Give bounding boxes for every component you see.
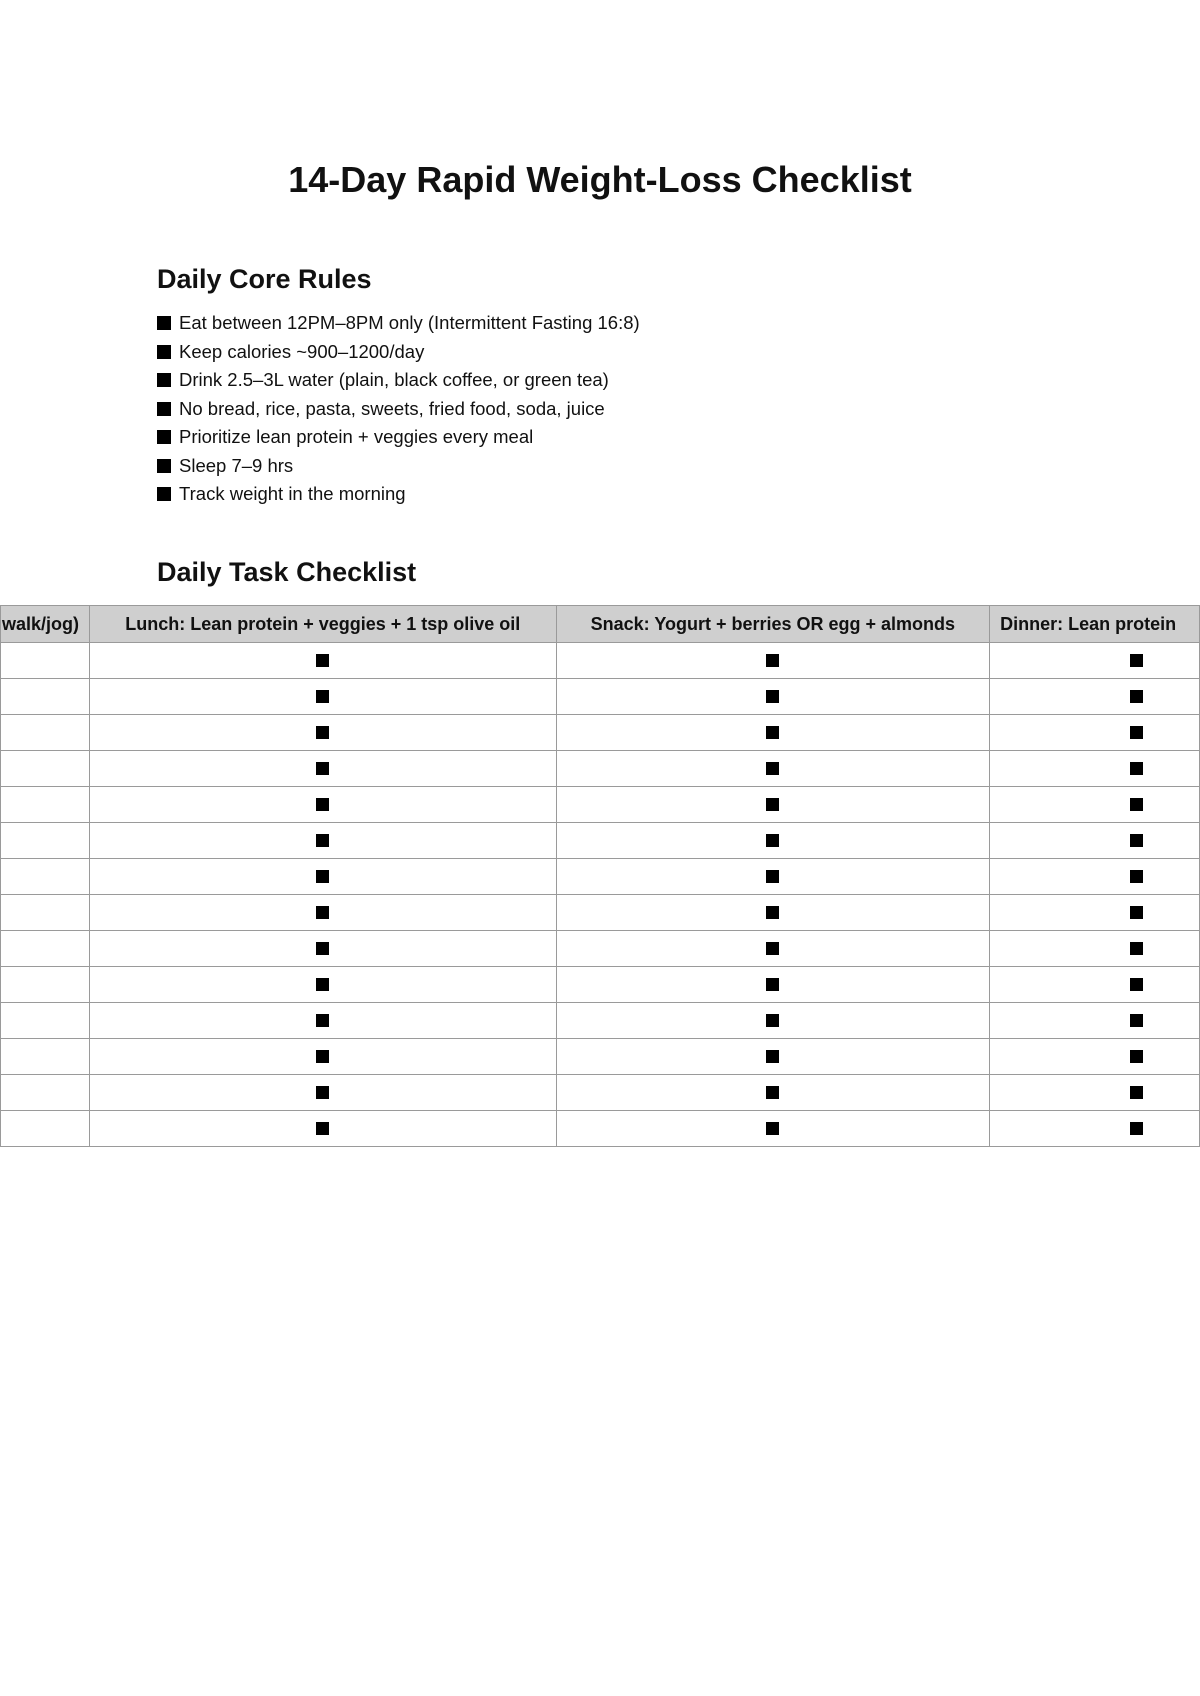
filled-square-checkbox-icon[interactable] — [316, 942, 329, 955]
cell-dinner — [990, 679, 1200, 715]
filled-square-checkbox-icon[interactable] — [766, 834, 779, 847]
cell-snack — [556, 643, 990, 679]
rule-item — [157, 366, 640, 395]
filled-square-checkbox-icon[interactable] — [766, 1122, 779, 1135]
filled-square-checkbox-icon[interactable] — [766, 654, 779, 667]
table-row — [1, 715, 1200, 751]
filled-square-checkbox-icon[interactable] — [1130, 654, 1143, 667]
square-bullet-icon — [157, 316, 171, 330]
square-bullet-icon — [157, 459, 171, 473]
cell-snack — [556, 967, 990, 1003]
filled-square-checkbox-icon[interactable] — [766, 1050, 779, 1063]
square-bullet-icon — [157, 373, 171, 387]
cell-lunch — [89, 1111, 556, 1147]
column-header-snack: Snack: Yogurt + berries OR egg + almonds — [556, 606, 990, 643]
cell-snack — [556, 1003, 990, 1039]
cell-lunch — [89, 643, 556, 679]
filled-square-checkbox-icon[interactable] — [316, 978, 329, 991]
cell-dinner — [990, 643, 1200, 679]
square-bullet-icon — [157, 487, 171, 501]
rule-item-text: Sleep 7–9 hrs — [179, 454, 294, 476]
table-row — [1, 1075, 1200, 1111]
core-rules-list — [157, 309, 640, 509]
rule-item — [157, 423, 640, 452]
rule-item — [157, 395, 640, 424]
filled-square-checkbox-icon[interactable] — [316, 762, 329, 775]
rule-item-text: Track weight in the morning — [179, 483, 406, 504]
filled-square-checkbox-icon[interactable] — [316, 1086, 329, 1099]
cell-dinner — [990, 787, 1200, 823]
cell-dinner — [990, 895, 1200, 931]
cell-exercise — [1, 1075, 90, 1111]
cell-snack — [556, 715, 990, 751]
task-checklist-body — [1, 643, 1200, 1147]
table-header-row — [1, 606, 1200, 643]
cell-exercise — [1, 1039, 90, 1075]
page-title: 14-Day Rapid Weight-Loss Checklist — [288, 159, 912, 200]
cell-dinner — [990, 1039, 1200, 1075]
core-rules-heading: Daily Core Rules — [157, 264, 372, 294]
filled-square-checkbox-icon[interactable] — [316, 726, 329, 739]
cell-dinner — [990, 823, 1200, 859]
table-row — [1, 679, 1200, 715]
cell-exercise — [1, 1003, 90, 1039]
table-row — [1, 643, 1200, 679]
filled-square-checkbox-icon[interactable] — [766, 690, 779, 703]
filled-square-checkbox-icon[interactable] — [1130, 834, 1143, 847]
rule-item — [157, 452, 640, 481]
filled-square-checkbox-icon[interactable] — [316, 654, 329, 667]
filled-square-checkbox-icon[interactable] — [766, 1086, 779, 1099]
cell-dinner — [990, 1075, 1200, 1111]
cell-snack — [556, 895, 990, 931]
task-checklist-heading: Daily Task Checklist — [157, 557, 417, 587]
cell-dinner — [990, 859, 1200, 895]
cell-lunch — [89, 859, 556, 895]
cell-dinner — [990, 715, 1200, 751]
cell-snack — [556, 931, 990, 967]
cell-exercise — [1, 1111, 90, 1147]
filled-square-checkbox-icon[interactable] — [316, 1014, 329, 1027]
filled-square-checkbox-icon[interactable] — [316, 870, 329, 883]
cell-lunch — [89, 823, 556, 859]
filled-square-checkbox-icon[interactable] — [766, 870, 779, 883]
table-row — [1, 931, 1200, 967]
cell-lunch — [89, 679, 556, 715]
cell-exercise — [1, 751, 90, 787]
filled-square-checkbox-icon[interactable] — [1130, 942, 1143, 955]
cell-lunch — [89, 715, 556, 751]
cell-dinner — [990, 751, 1200, 787]
cell-lunch — [89, 967, 556, 1003]
cell-snack — [556, 787, 990, 823]
rule-item — [157, 338, 640, 367]
rule-item-text: No bread, rice, pasta, sweets, fried food, soda, juice — [179, 397, 605, 419]
cell-exercise — [1, 931, 90, 967]
filled-square-checkbox-icon[interactable] — [1130, 690, 1143, 703]
table-row — [1, 1003, 1200, 1039]
filled-square-checkbox-icon[interactable] — [1130, 978, 1143, 991]
filled-square-checkbox-icon[interactable] — [1130, 762, 1143, 775]
cell-lunch — [89, 787, 556, 823]
table-row — [1, 1039, 1200, 1075]
cell-dinner — [990, 931, 1200, 967]
cell-snack — [556, 859, 990, 895]
rule-item — [157, 480, 640, 509]
cell-exercise — [1, 715, 90, 751]
table-row — [1, 787, 1200, 823]
cell-exercise — [1, 859, 90, 895]
column-header-exercise: walk/jog) — [1, 606, 90, 643]
square-bullet-icon — [157, 430, 171, 444]
rule-item-text: Prioritize lean protein + veggies every meal — [179, 426, 534, 447]
column-header-dinner: Dinner: Lean protein — [990, 606, 1200, 643]
cell-lunch — [89, 751, 556, 787]
cell-exercise — [1, 967, 90, 1003]
table-row — [1, 1111, 1200, 1147]
cell-lunch — [89, 1075, 556, 1111]
table-row — [1, 859, 1200, 895]
filled-square-checkbox-icon[interactable] — [766, 1014, 779, 1027]
filled-square-checkbox-icon[interactable] — [1130, 1014, 1143, 1027]
cell-lunch — [89, 1003, 556, 1039]
filled-square-checkbox-icon[interactable] — [316, 1050, 329, 1063]
filled-square-checkbox-icon[interactable] — [316, 690, 329, 703]
task-checklist-table — [0, 605, 1200, 1147]
cell-lunch — [89, 1039, 556, 1075]
filled-square-checkbox-icon[interactable] — [766, 978, 779, 991]
rule-item — [157, 309, 640, 338]
cell-exercise — [1, 823, 90, 859]
filled-square-checkbox-icon[interactable] — [766, 906, 779, 919]
square-bullet-icon — [157, 402, 171, 416]
rule-item-text: Drink 2.5–3L water (plain, black coffee, or green tea) — [179, 369, 609, 390]
rule-item-text: Eat between 12PM–8PM only (Intermittent Fasting 16:8) — [179, 312, 640, 333]
filled-square-checkbox-icon[interactable] — [316, 906, 329, 919]
filled-square-checkbox-icon[interactable] — [766, 762, 779, 775]
filled-square-checkbox-icon[interactable] — [316, 798, 329, 811]
table-row — [1, 823, 1200, 859]
cell-exercise — [1, 787, 90, 823]
cell-snack — [556, 823, 990, 859]
cell-snack — [556, 1111, 990, 1147]
filled-square-checkbox-icon[interactable] — [766, 798, 779, 811]
cell-dinner — [990, 1111, 1200, 1147]
rule-item-text: Keep calories ~900–1200/day — [179, 340, 425, 362]
filled-square-checkbox-icon[interactable] — [1130, 1050, 1143, 1063]
cell-lunch — [89, 931, 556, 967]
cell-exercise — [1, 895, 90, 931]
cell-snack — [556, 751, 990, 787]
filled-square-checkbox-icon[interactable] — [316, 834, 329, 847]
cell-snack — [556, 1075, 990, 1111]
cell-dinner — [990, 967, 1200, 1003]
column-header-lunch: Lunch: Lean protein + veggies + 1 tsp olive oil — [89, 606, 556, 643]
cell-snack — [556, 1039, 990, 1075]
table-row — [1, 751, 1200, 787]
filled-square-checkbox-icon[interactable] — [1130, 726, 1143, 739]
cell-dinner — [990, 1003, 1200, 1039]
filled-square-checkbox-icon[interactable] — [1130, 906, 1143, 919]
filled-square-checkbox-icon[interactable] — [1130, 1086, 1143, 1099]
filled-square-checkbox-icon[interactable] — [766, 942, 779, 955]
filled-square-checkbox-icon[interactable] — [766, 726, 779, 739]
table-row — [1, 967, 1200, 1003]
cell-exercise — [1, 643, 90, 679]
cell-lunch — [89, 895, 556, 931]
filled-square-checkbox-icon[interactable] — [1130, 870, 1143, 883]
cell-exercise — [1, 679, 90, 715]
filled-square-checkbox-icon[interactable] — [1130, 1122, 1143, 1135]
table-row — [1, 895, 1200, 931]
filled-square-checkbox-icon[interactable] — [1130, 798, 1143, 811]
cell-snack — [556, 679, 990, 715]
filled-square-checkbox-icon[interactable] — [316, 1122, 329, 1135]
square-bullet-icon — [157, 345, 171, 359]
